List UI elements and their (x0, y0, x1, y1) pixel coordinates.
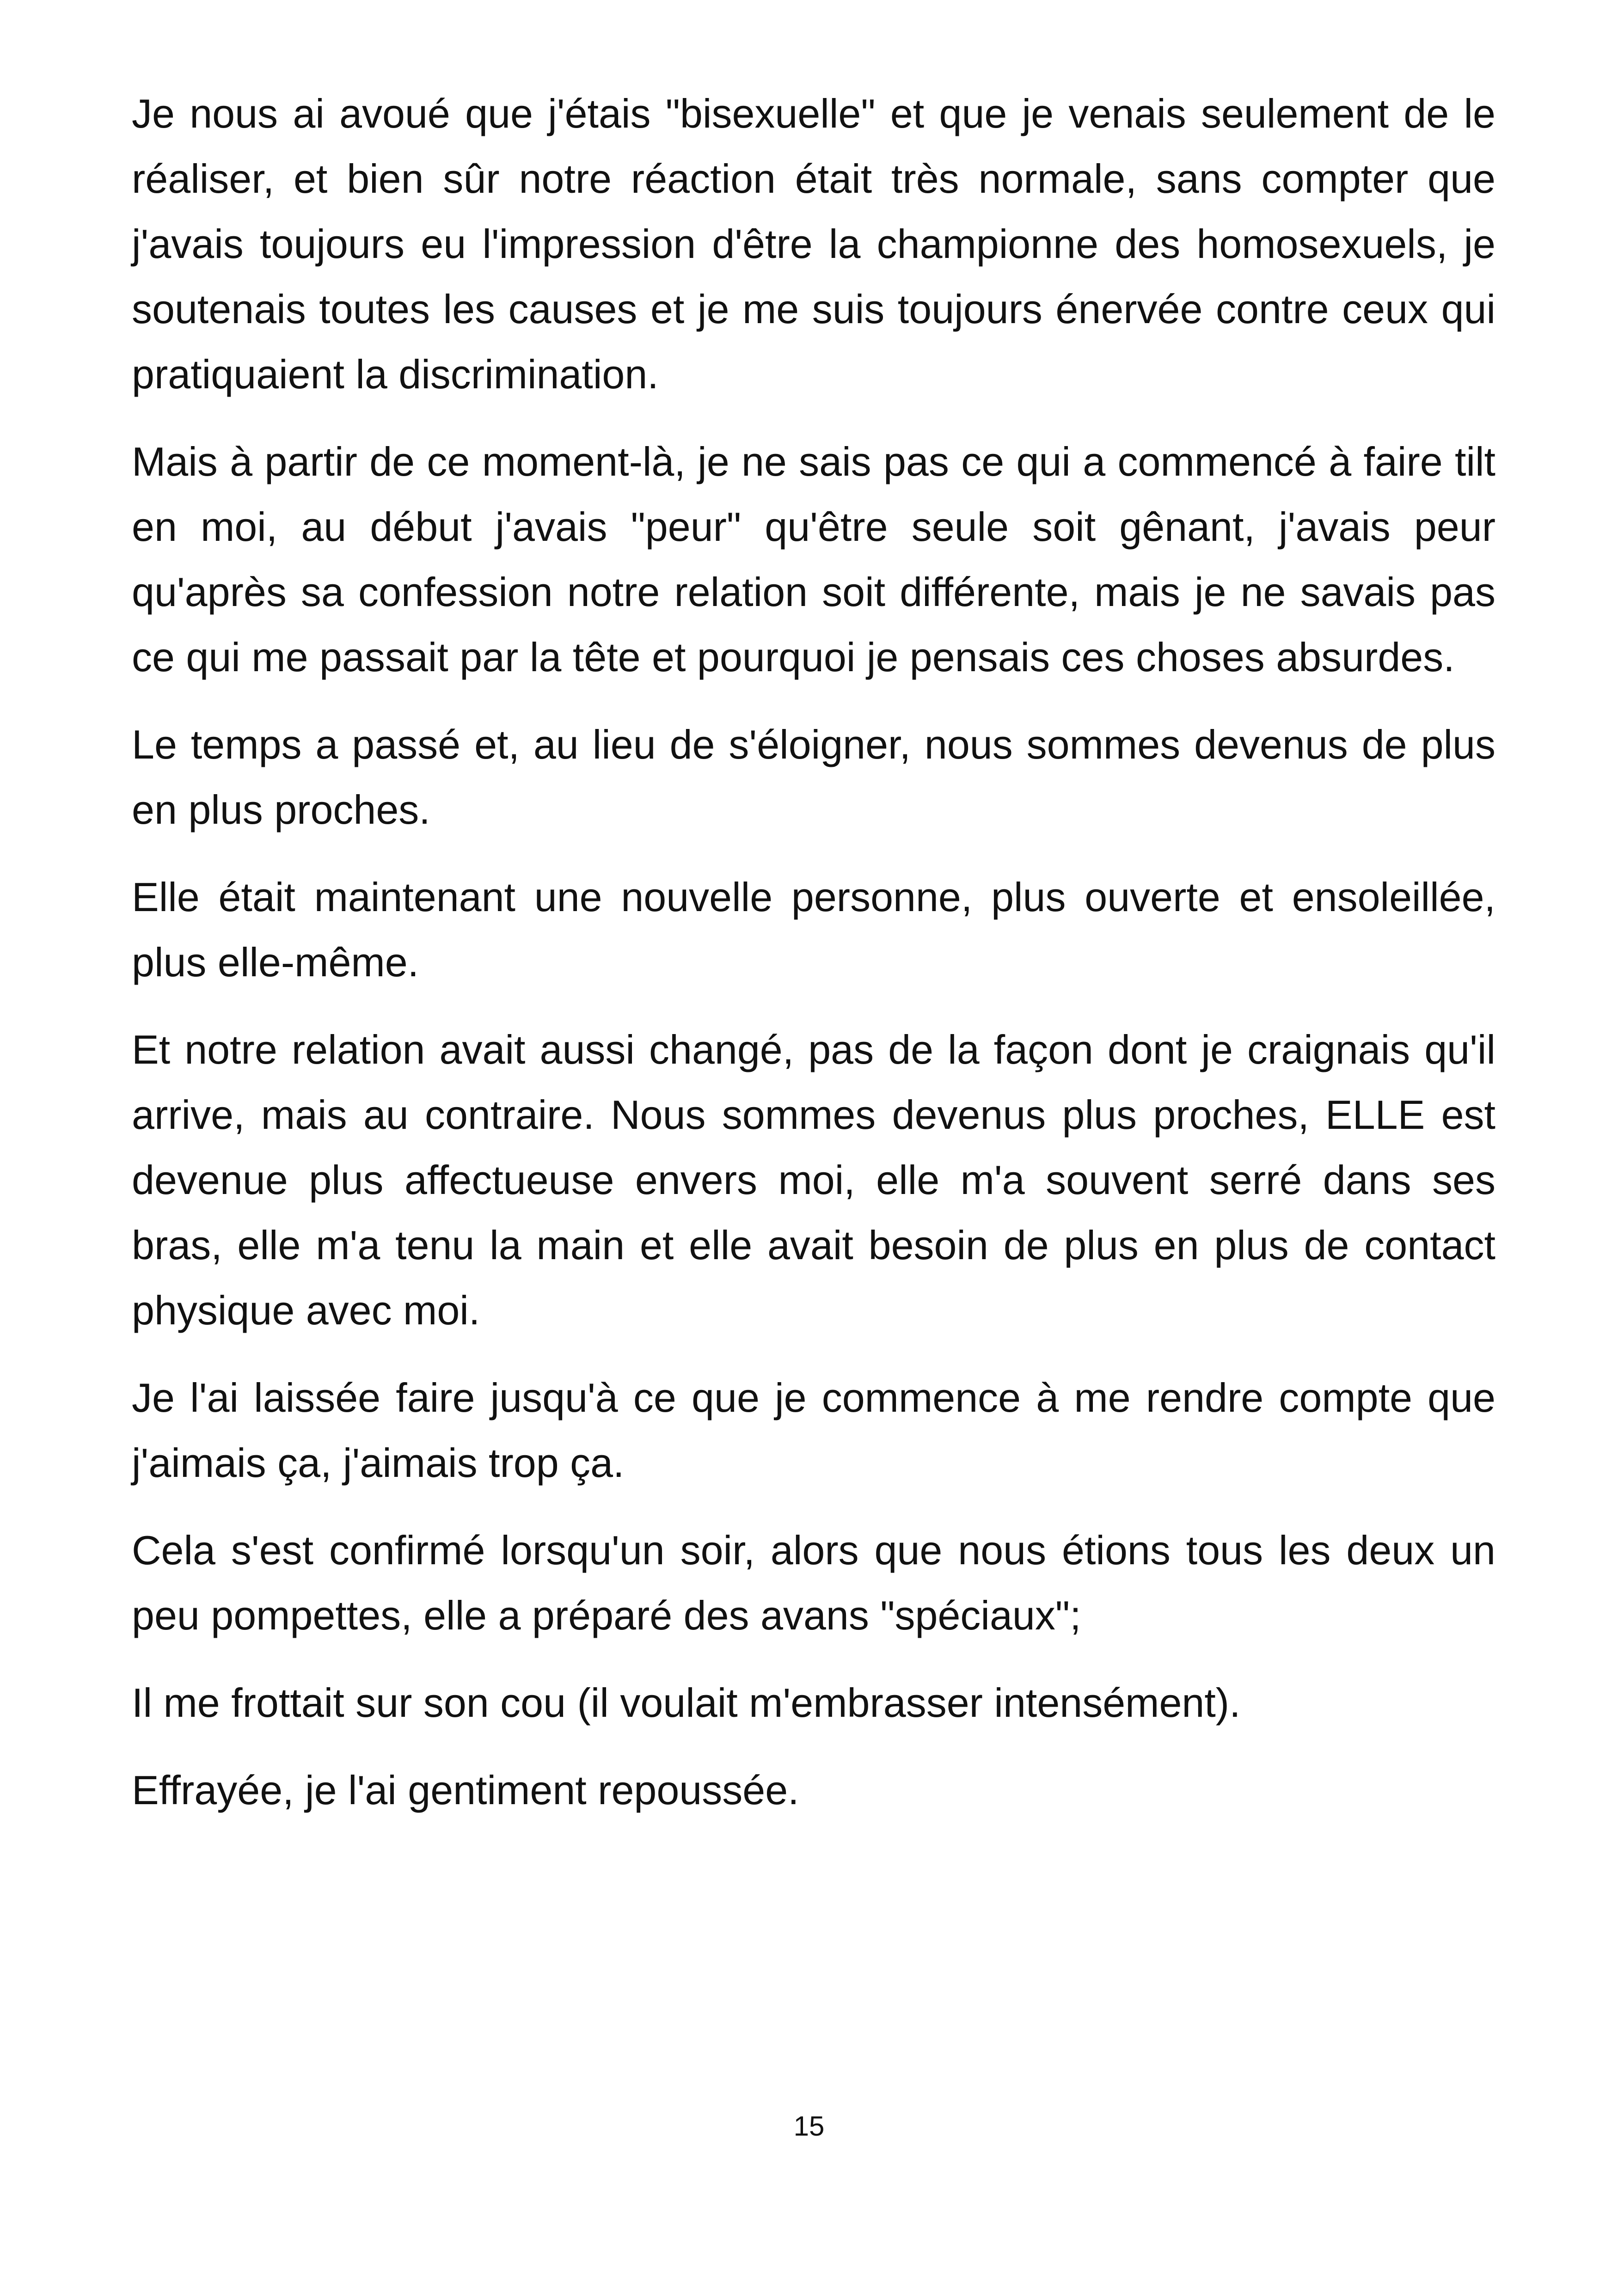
paragraph-4: Elle était maintenant une nouvelle personne, plus ouverte et ensoleillée, plus elle-même. (132, 874, 1495, 985)
paragraph-7: Cela s'est confirmé lorsqu'un soir, alors que nous étions tous les deux un peu pompettes, elle a préparé des avans "spéciaux"; (132, 1527, 1495, 1638)
paragraph-5: Et notre relation avait aussi changé, pas de la façon dont je craignais qu'il arrive, mais au contraire. Nous sommes devenus plus proches, ELLE est devenue plus affectueuse envers moi, elle m'a souvent serré dans ses bras, elle m'a tenu la main et elle avait besoin de plus en plus de contact physique avec moi. (132, 1027, 1495, 1333)
paragraph-1: Je nous ai avoué que j'étais "bisexuelle" et que je venais seulement de le réaliser, et bien sûr notre réaction était très normale, sans compter que j'avais toujours eu l'impression d'être la championne des homosexuels, je soutenais toutes les causes et je me suis toujours énervée contre ceux qui pratiquaient la discrimination. (132, 91, 1495, 397)
paragraph-3: Le temps a passé et, au lieu de s'éloigner, nous sommes devenus de plus en plus proches. (132, 722, 1495, 833)
body-text (132, 81, 1495, 1845)
paragraph-9: Effrayée, je l'ai gentiment repoussée. (132, 1767, 799, 1813)
paragraph-8: Il me frottait sur son cou (il voulait m'embrasser intensément). (132, 1680, 1241, 1726)
paragraph-2: Mais à partir de ce moment-là, je ne sais pas ce qui a commencé à faire tilt en moi, au début j'avais "peur" qu'être seule soit gênant, j'avais peur qu'après sa confession notre relation soit différente, mais je ne savais pas ce qui me passait par la tête et pourquoi je pensais ces choses absurdes. (132, 439, 1495, 680)
paragraph-6: Je l'ai laissée faire jusqu'à ce que je commence à me rendre compte que j'aimais ça, j'aimais trop ça. (132, 1375, 1495, 1486)
page-number: 15 (793, 2111, 825, 2142)
